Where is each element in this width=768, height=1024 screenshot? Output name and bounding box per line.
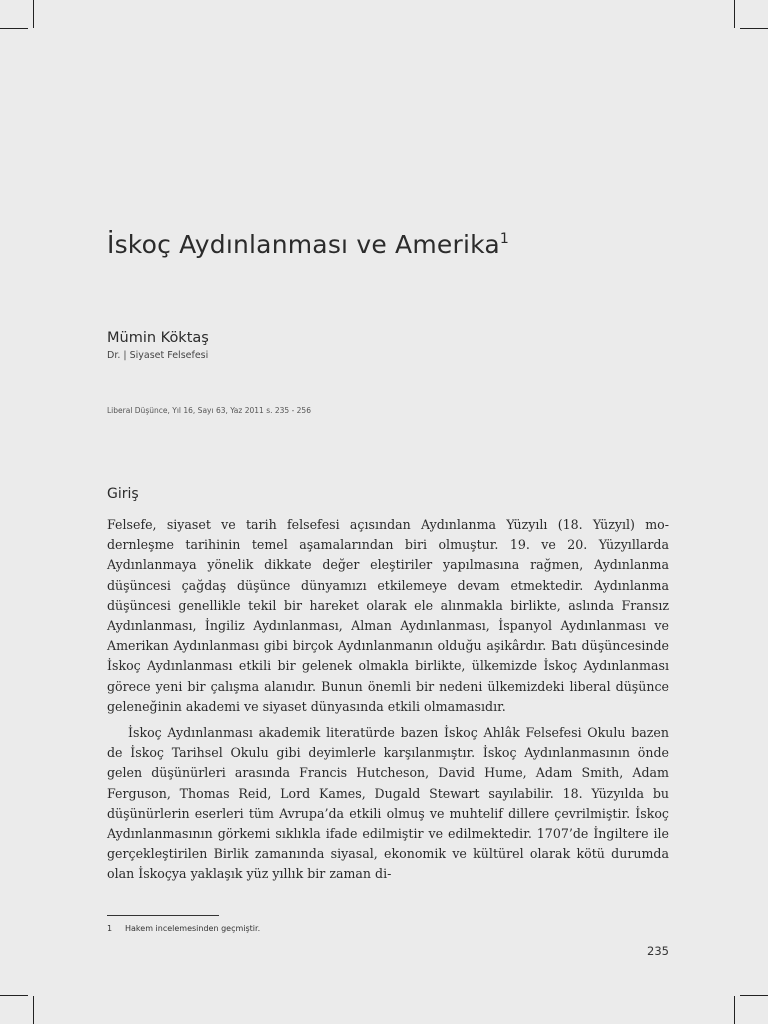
crop-mark [0, 28, 28, 29]
title-footnote-marker[interactable]: 1 [499, 231, 509, 247]
footnote-text: Hakem incelemesinden geçmiştir. [125, 924, 261, 933]
footnote [107, 924, 260, 933]
author-affiliation: Dr. | Siyaset Felsefesi [107, 350, 209, 361]
crop-mark [734, 0, 735, 28]
journal-citation: Liberal Düşünce, Yıl 16, Sayı 63, Yaz 2011 s. 235 - 256 [107, 406, 311, 415]
section-heading: Giriş [107, 486, 139, 502]
footnote-divider [107, 915, 219, 916]
body-text [107, 515, 669, 885]
crop-mark [0, 995, 28, 996]
crop-mark [734, 996, 735, 1024]
paragraph: Felsefe, siyaset ve tarih felsefesi açısından Aydınlanma Yüzyılı (18. Yüzyıl) modernleşme tarihinin temel aşamalarından biri olmuştur. 19. ve 20. Yüzyıllarda Aydınlanmaya yönelik dikkate değer eleştiriler yapılmasına rağmen, Aydınlanma düşüncesi çağdaş düşünce dünyamızı etkilemeye devam etmektedir. Aydınlanma düşüncesi genellikle tekil bir hareket olarak ele alınmakla birlikte, aslında Fransız Aydınlanması, İngiliz Aydınlanması, Alman Aydınlanması, İspanyol Aydınlanması ve Amerikan Aydınlanması gibi birçok Aydınlanmanın olduğu aşikârdır. Batı düşüncesinde İskoç Aydınlanması etkili bir gelenek olmakla birlikte, ülkemizde İskoç Aydınlanması görece yeni bir çalışma alanıdır. Bunun önemli bir nedeni ülkemizdeki liberal düşünce geleneğinin akademi ve siyaset dünyasında etkili olmamasıdır. [107, 517, 669, 714]
footnote-number: 1 [107, 924, 113, 933]
author-name: Mümin Köktaş [107, 330, 209, 346]
article-title [107, 230, 509, 259]
crop-mark [740, 28, 768, 29]
crop-mark [740, 995, 768, 996]
article-title-text: İskoç Aydınlanması ve Amerika [107, 230, 500, 259]
crop-mark [33, 0, 34, 28]
paragraph: İskoç Aydınlanması akademik literatürde bazen İskoç Ahlâk Felsefesi Okulu bazen de İskoç Tarihsel Okulu gibi deyimlerle karşılanmıştır. İskoç Aydınlanmasının önde gelen düşünürleri arasında Francis Hutcheson, David Hume, Adam Smith, Adam Ferguson, Thomas Reid, Lord Kames, Dugald Stewart sayılabilir. 18. Yüzyılda bu düşünürlerin eserleri tüm Avrupa’da etkili olmuş ve muhtelif dillere çevrilmiştir. İskoç Aydınlanmasının görkemi sıklıkla ifade edilmiştir ve edilmektedir. 1707’de İngiltere ile gerçekleştirilen Birlik zamanında siyasal, ekonomik ve kültürel olarak kötü durumda olan İskoçya yaklaşık yüz yıllık bir zaman di- [107, 725, 669, 882]
crop-mark [33, 996, 34, 1024]
page-number: 235 [647, 944, 669, 958]
